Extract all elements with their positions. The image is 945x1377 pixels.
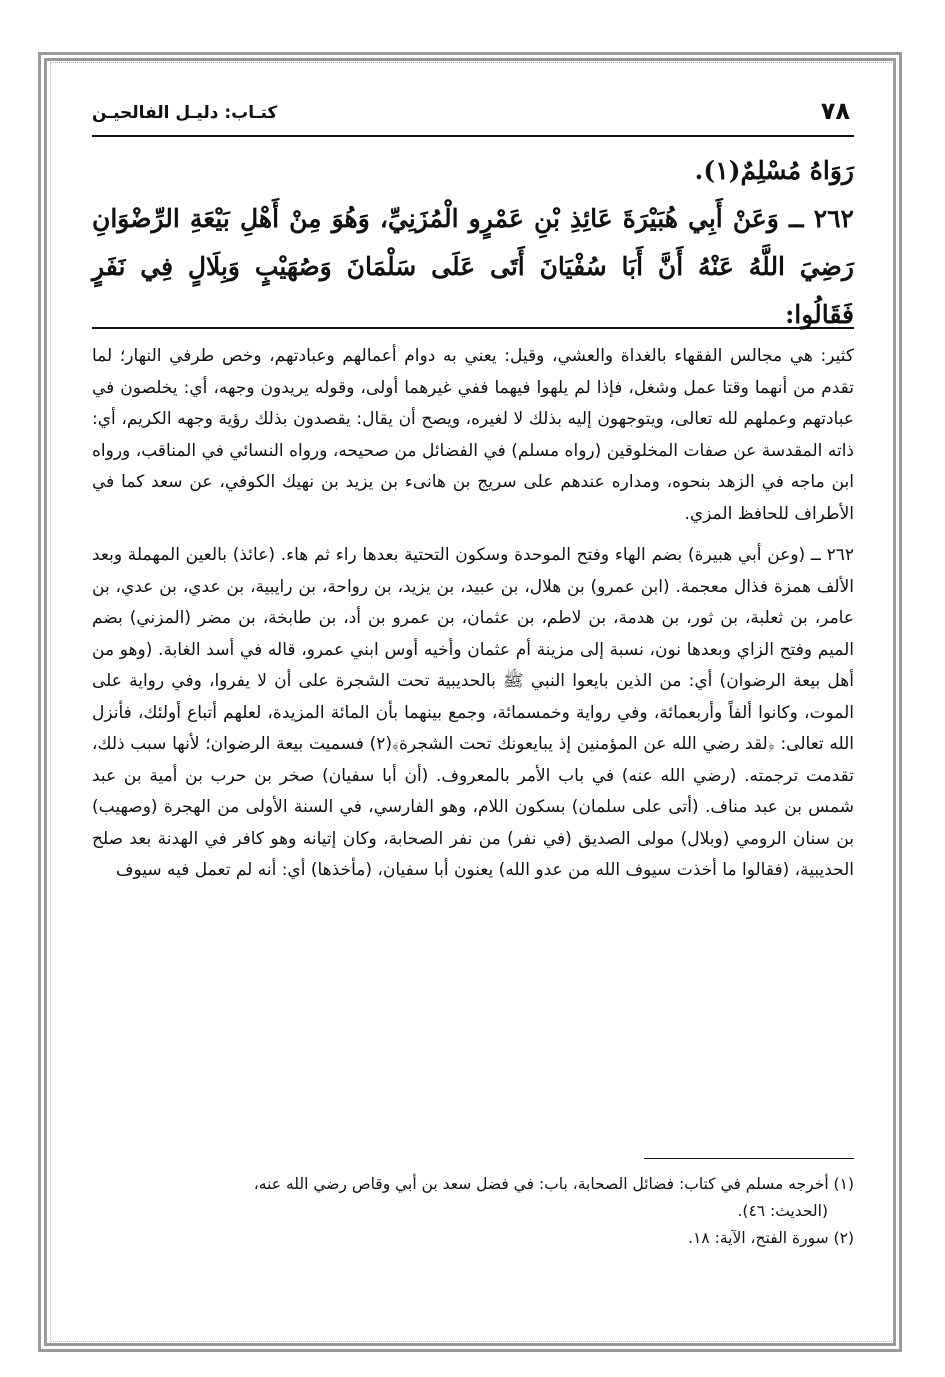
page-content: [92, 95, 854, 1285]
footnotes: [92, 1171, 854, 1252]
book-title: كتـاب: دليـل الفالحيـن: [92, 103, 278, 123]
footnote-1-continued: (الحديث: ٤٦).: [737, 1202, 828, 1220]
page-header: [92, 95, 854, 137]
commentary: [92, 341, 854, 887]
footnote-divider: [644, 1158, 854, 1159]
commentary-paragraph-2: ٢٦٢ ــ (وعن أبي هبيرة) بضم الهاء وفتح الموحدة وسكون التحتية بعدها راء ثم هاء. (عائذ) بالعين المهملة وبعد الألف همزة فذال معجمة. (ابن عمرو) بن هلال، بن عبيد، بن يزيد، بن رواحة، بن رايبية، بن عدي، بن عدي، بن عامر، بن ثعلبة، بن ثور، بن هدمة، بن لاطم، بن عثمان، بن عمرو بن أد، بن طابخة، بن مضر (المزني) بضم الميم وفتح الزاي وبعدها نون، نسبة إلى مزينة أم عثمان وأخيه أوس ابني عمرو، قاله في أسد الغابة. (وهو من أهل بيعة الرضوان) أي: من الذين بايعوا النبي ﷺ بالحديبية تحت الشجرة على أن لا يفروا، وفي رواية على الموت، وكانوا ألفاً وأربعمائة، وفي رواية وخمسمائة، وجمع بينهما بأن المائة المزيدة، لعلهم أتباع أولئك، فأنزل الله تعالى: ﴿لقد رضي الله عن المؤمنين إذ يبايعونك تحت الشجرة﴾(٢) فسميت بيعة الرضوان؛ لأنها سبب ذلك، تقدمت ترجمته. (رضي الله عنه) في باب الأمر بالمعروف. (أن أبا سفيان) صخر بن حرب بن أمية بن عبد شمس بن عبد مناف. (أتى على سلمان) بسكون اللام، وهو الفارسي، في السنة الأولى من الهجرة (وصهيب) بن سنان الرومي (وبلال) مولى الصديق (في نفر) من نفر الصحابة، وكان إتيانه وهو كافر في الهدنة بعد صلح الحديبية، (فقالوا ما أخذت سيوف الله من عدو الله) يعنون أبا سفيان، (مأخذها) أي: أنه لم تعمل فيه سيوف: [92, 545, 854, 880]
main-commentary-divider: [92, 327, 854, 329]
footnote-2: (٢) سورة الفتح، الآية: ١٨.: [688, 1229, 854, 1247]
hadith-text: ٢٦٢ ــ وَعَنْ أَبِي هُبَيْرَةَ عَائِذِ بْنِ عَمْرٍو الْمُزَنِيِّ، وَهُوَ مِنْ أَهْلِ بَيْعَةِ الرِّضْوَانِ رَضِيَ اللَّهُ عَنْهُ أَنَّ أَبَا سُفْيَانَ أَتَى عَلَى سَلْمَانَ وَصُهَيْبٍ وَبِلَالٍ فِي نَفَرٍ فَقَالُوا:: [92, 204, 854, 329]
main-text: [92, 147, 854, 339]
main-line-riwayah: رَوَاهُ مُسْلِمٌ(١).: [694, 156, 854, 185]
commentary-paragraph-1: كثير: هي مجالس الفقهاء بالغداة والعشي، وقيل: يعني به دوام أعمالهم وعبادتهم، وخص طرفي النهار؛ لما تقدم من أنهما وقتا عمل وشغل، فإذا لم يلهوا فيهما ففي غيرهما أولى، وقوله يريدون وجهه، أي: يخلصون في عبادتهم وعملهم لله تعالى، ويتوجهون إليه بذلك لا لغيره، ويصح أن يقال: يقصدون بذلك رؤية وجهه الكريم، أي: ذاته المقدسة عن صفات المخلوقين (رواه مسلم) في الفضائل من صحيحه، ورواه النسائي في المناقب، ورواه ابن ماجه في الزهد بنحوه، ومداره عندهم على سريج بن هانىء بن يزيد بن نهيك الكوفي، عن سعد كما في الأطراف للحافظ المزي.: [92, 346, 854, 524]
footnote-1: (١) أخرجه مسلم في كتاب: فضائل الصحابة، باب: في فضل سعد بن أبي وقاص رضي الله عنه،: [253, 1175, 854, 1193]
page-number: ٧٨: [820, 97, 850, 125]
